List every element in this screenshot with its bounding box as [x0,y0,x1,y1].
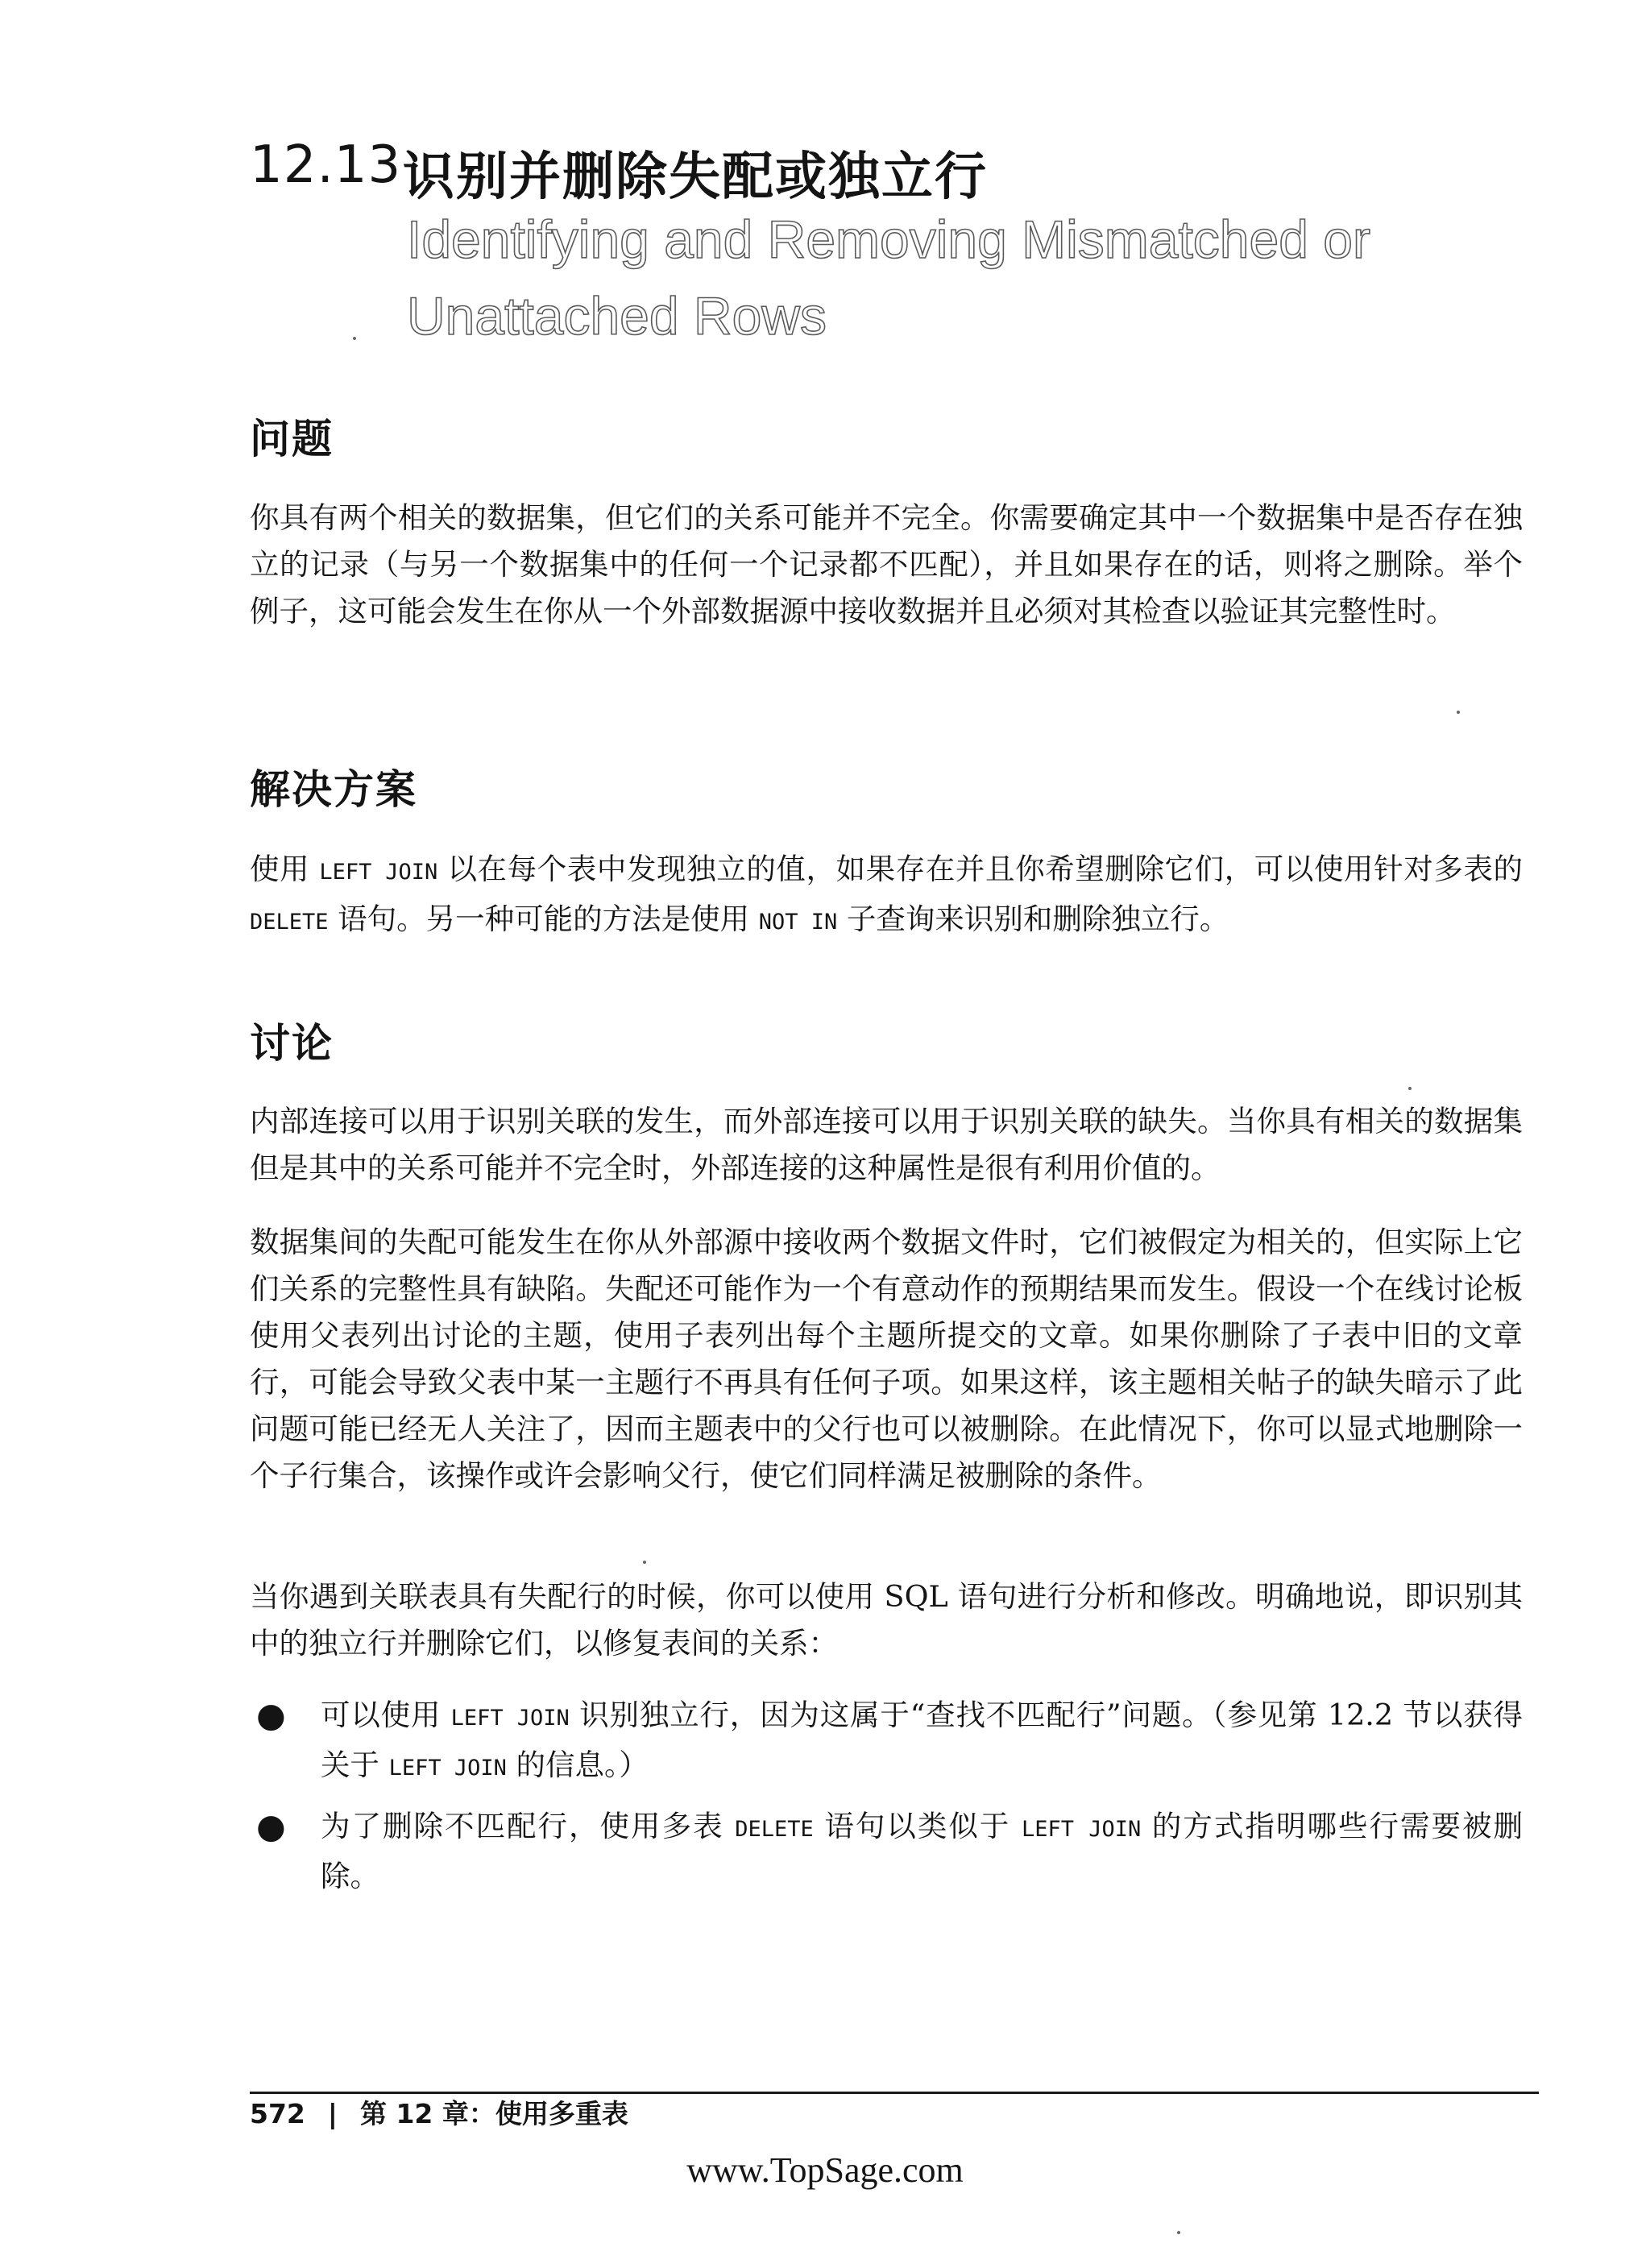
discussion-paragraph-2: 数据集间的失配可能发生在你从外部源中接收两个数据文件时，它们被假定为相关的，但实际上它们关系的完整性具有缺陷。失配还可能作为一个有意动作的预期结果而发生。假设一个在线讨论板使用父表列出讨论的主题，使用子表列出每个主题所提交的文章。如果你删除了子表中旧的文章行，可能会导致父表中某一主题行不再具有任何子项。如果这样，该主题相关帖子的缺失暗示了此问题可能已经无人关注了，因而主题表中的父行也可以被删除。在此情况下，你可以显式地删除一个子行集合，该操作或许会影响父行，使它们同样满足被删除的条件。 [250,1225,1523,1493]
page-number: 572 [250,2098,305,2129]
section-title-english-line2: Unattached Rows [407,286,827,346]
footer-chapter-title: 第 12 章：使用多重表 [359,2098,628,2129]
solution-code-delete: DELETE [250,910,329,935]
solution-code-not-in: NOT IN [758,910,838,935]
solution-paragraph [250,846,1523,946]
scan-speck [1177,2231,1180,2234]
bullet-2-code-left-join: LEFT JOIN [1022,1817,1142,1842]
section-title-english [407,201,1374,355]
solution-text-1: 使用 [250,852,320,886]
bullet-2-code-delete: DELETE [735,1817,814,1842]
scan-speck [643,1561,646,1564]
scan-speck [1457,711,1460,714]
solution-heading: 解决方案 [250,766,417,813]
bullet-1-text-2: 识别独立行，因为这属于“查找不匹配行”问题。（参见第 12.2 节以获得关于 [321,1698,1523,1782]
solution-text-3: 语句。另一种可能的方法是使用 [328,902,759,936]
bullet-1-text-1: 可以使用 [321,1698,451,1732]
solution-text-4: 子查询来识别和删除独立行。 [837,902,1229,936]
footer-rule [250,2092,1539,2094]
solution-text-2: 以在每个表中发现独立的值，如果存在并且你希望删除它们，可以使用针对多表的 [437,852,1523,886]
section-title-chinese: 识别并删除失配或独立行 [403,147,988,207]
bullet-2-text [321,1803,1523,1900]
solution-code-left-join: LEFT JOIN [319,860,438,885]
section-number: 12.13 [250,135,402,195]
problem-paragraph: 你具有两个相关的数据集，但它们的关系可能并不完全。你需要确定其中一个数据集中是否存在独立的记录（与另一个数据集中的任何一个记录都不匹配），并且如果存在的话，则将之删除。举个例子，这可能会发生在你从一个外部数据源中接收数据并且必须对其检查以验证其完整性时。 [250,500,1523,628]
bullet-1-marker: ● [256,1695,286,1735]
discussion-heading: 讨论 [250,1020,334,1067]
section-title-english-line1: Identifying and Removing Mismatched or [407,209,1370,269]
page-footer [250,2095,628,2133]
footer-separator: | [327,2098,338,2129]
bullet-2-marker: ● [256,1806,286,1846]
bullet-2-text-3: 的方式指明哪些行需要被删除。 [321,1809,1523,1893]
problem-heading: 问题 [250,416,334,462]
bullet-1-text-3: 的信息。） [506,1748,649,1782]
watermark-url: www.TopSage.com [686,2150,964,2190]
bullet-2-text-2: 语句以类似于 [813,1809,1022,1843]
scan-speck [1408,1087,1412,1090]
scan-speck [353,337,356,340]
discussion-paragraph-3: 当你遇到关联表具有失配行的时候，你可以使用 SQL 语句进行分析和修改。明确地说，即识别其中的独立行并删除它们，以修复表间的关系： [250,1579,1523,1661]
bullet-1-code-left-join: LEFT JOIN [450,1706,570,1731]
bullet-1-text [321,1692,1523,1792]
bullet-1-code-left-join-2: LEFT JOIN [388,1756,507,1781]
bullet-2-text-1: 为了删除不匹配行，使用多表 [321,1809,736,1843]
discussion-paragraph-1: 内部连接可以用于识别关联的发生，而外部连接可以用于识别关联的缺失。当你具有相关的数据集但是其中的关系可能并不完全时，外部连接的这种属性是很有利用价值的。 [250,1104,1523,1185]
